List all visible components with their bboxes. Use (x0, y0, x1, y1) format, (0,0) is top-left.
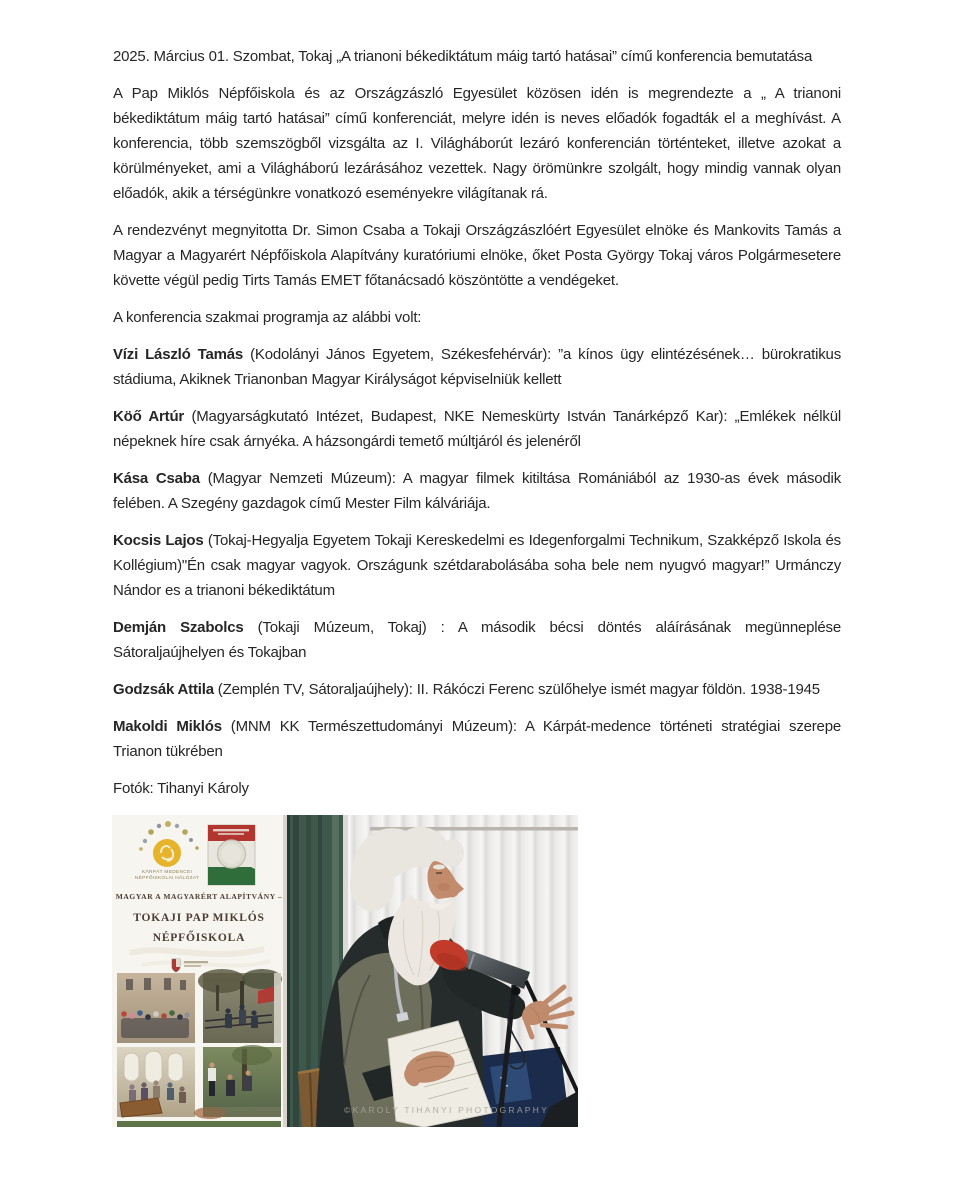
speaker-name: Demján Szabolcs (113, 619, 244, 636)
paragraph-text: A Pap Miklós Népfőiskola és az Országzászló Egyesület közösen idén is megrendezte a „ A trianoni békediktátum máig tartó hatásai” című konferenciát, melyre idén is neves előadók fogadták el a meghívást. A konferencia, több szemszögből vizsgálta az I. Világháborút lezáró konferencián történteket, illetve azokat a körülményeket, ami a Világháború lezárásához vezettek. Nagy örömünkre szolgált, hogy mindig vannak olyan előadók, akik a térségünkre vonatkozó eseményekre világítanak rá. (113, 85, 841, 202)
paragraph-text: (Zemplén TV, Sátoraljaújhely): II. Rákóczi Ferenc szülőhelye ismét magyar földön. 1938-1945 (213, 681, 820, 698)
conference-photo-illustration (112, 815, 578, 1127)
speaker-name: Köő Artúr (113, 408, 185, 425)
yellow-logo-circle (153, 839, 181, 867)
paragraph-speaker-koo (113, 404, 841, 454)
paragraph-intro (113, 81, 841, 206)
medal-poster (208, 825, 255, 885)
network-logo-text-1: KÁRPÁT MEDENCEI (141, 870, 193, 875)
speaker-name: Vízi László Tamás (113, 346, 244, 363)
paragraph-text: A konferencia szakmai programja az alábbi volt: (113, 309, 422, 326)
paragraph-photo-credit (113, 776, 841, 801)
speaker-name: Kocsis Lajos (113, 532, 204, 549)
document-body (113, 44, 841, 1127)
paragraph-speaker-makoldi (113, 714, 841, 764)
paragraph-opening (113, 218, 841, 293)
paragraph-text: Fotók: Tihanyi Károly (113, 780, 249, 797)
speaker-eyebrow (433, 865, 445, 870)
banner-title-line2: TOKAJI PAP MIKLÓS (133, 912, 265, 924)
paragraph-speaker-demjan (113, 615, 841, 665)
banner-title-line3: NÉPFŐISKOLA (152, 932, 246, 944)
paragraph-text: (MNM KK Természettudományi Múzeum): A Kárpát-medence történeti stratégiai szerepe Trianon tükrében (113, 718, 841, 760)
banner-title-line1: MAGYAR A MAGYARÉRT ALAPÍTVÁNY – (115, 892, 283, 901)
paragraph-speaker-godzsak (113, 677, 841, 702)
grid-photo-children-park (194, 1045, 281, 1119)
speaker-name: Makoldi Miklós (113, 718, 222, 735)
grid-photo-partial-row (117, 1121, 281, 1127)
paragraph-text: (Kodolányi János Egyetem, Székesfehérvár): ”a kínos ügy elintézésének… bürokratikus stádiuma, Akiknek Trianonban Magyar Királyságot képviselniük kellett (113, 346, 841, 388)
paragraph-title (113, 44, 841, 69)
conference-photo (112, 815, 578, 1127)
network-logo-text-2: NÉPFŐISKOLAI HÁLÓZAT (134, 876, 200, 881)
paragraph-text: (Magyarságkutató Intézet, Budapest, NKE Nemeskürty István Tanárképző Kar): „Emlékek nélkül népeknek híre csak árnyéka. A házsongárdi temető múltjáról és jelenéről (113, 408, 841, 450)
grid-photo-group-front-of-building (117, 973, 195, 1043)
paragraph-speaker-vizi (113, 342, 841, 392)
paragraph-text: (Tokaji Múzeum, Tokaj) : A második bécsi döntés aláírásának megünneplése Sátoraljaújhelyen és Tokajban (113, 619, 841, 661)
paragraph-program-lead (113, 305, 841, 330)
paragraph-speaker-kasa (113, 466, 841, 516)
paragraph-text: (Tokaj-Hegyalja Egyetem Tokaji Kereskedelmi es Idegenforgalmi Technikum, Szakképző Iskola és Kollégium)"Én csak magyar vagyok. Országunk szétdarabolásába soha bele nem nyugvó magyar!” Urmánczy Nándor es a trianoni békediktátum (113, 532, 841, 599)
paragraph-text: (Magyar Nemzeti Múzeum): A magyar filmek kitiltása Romániából az 1930-as évek második felében. A Szegény gazdagok című Mester Film kálváriája. (113, 470, 841, 512)
speaker-name: Godzsák Attila (113, 681, 214, 698)
stand-clamp (512, 987, 521, 996)
grid-photo-flag-raising (198, 969, 282, 1043)
paragraph-text: 2025. Március 01. Szombat, Tokaj „A trianoni békediktátum máig tartó hatásai” című konferencia bemutatása (113, 48, 813, 65)
photographer-watermark: ©KAROLY TIHANYI PHOTOGRAPHY (344, 1105, 550, 1115)
paragraph-text: A rendezvényt megnyitotta Dr. Simon Csaba a Tokaji Országzászlóért Egyesület elnöke és Mankovits Tamás a Magyar a Magyarért Népfőiskola Alapítvány kuratóriumi elnöke, őket Posta György Tokaj város Polgármesetere követte végül pedig Tirts Tamás EMET főtanácsadó köszöntötte a vendégeket. (113, 222, 841, 289)
rollup-banner (112, 815, 287, 1127)
paragraph-speaker-kocsis (113, 528, 841, 603)
grid-photo-courtyard-meeting (117, 1047, 195, 1117)
speaker-name: Kása Csaba (113, 470, 200, 487)
